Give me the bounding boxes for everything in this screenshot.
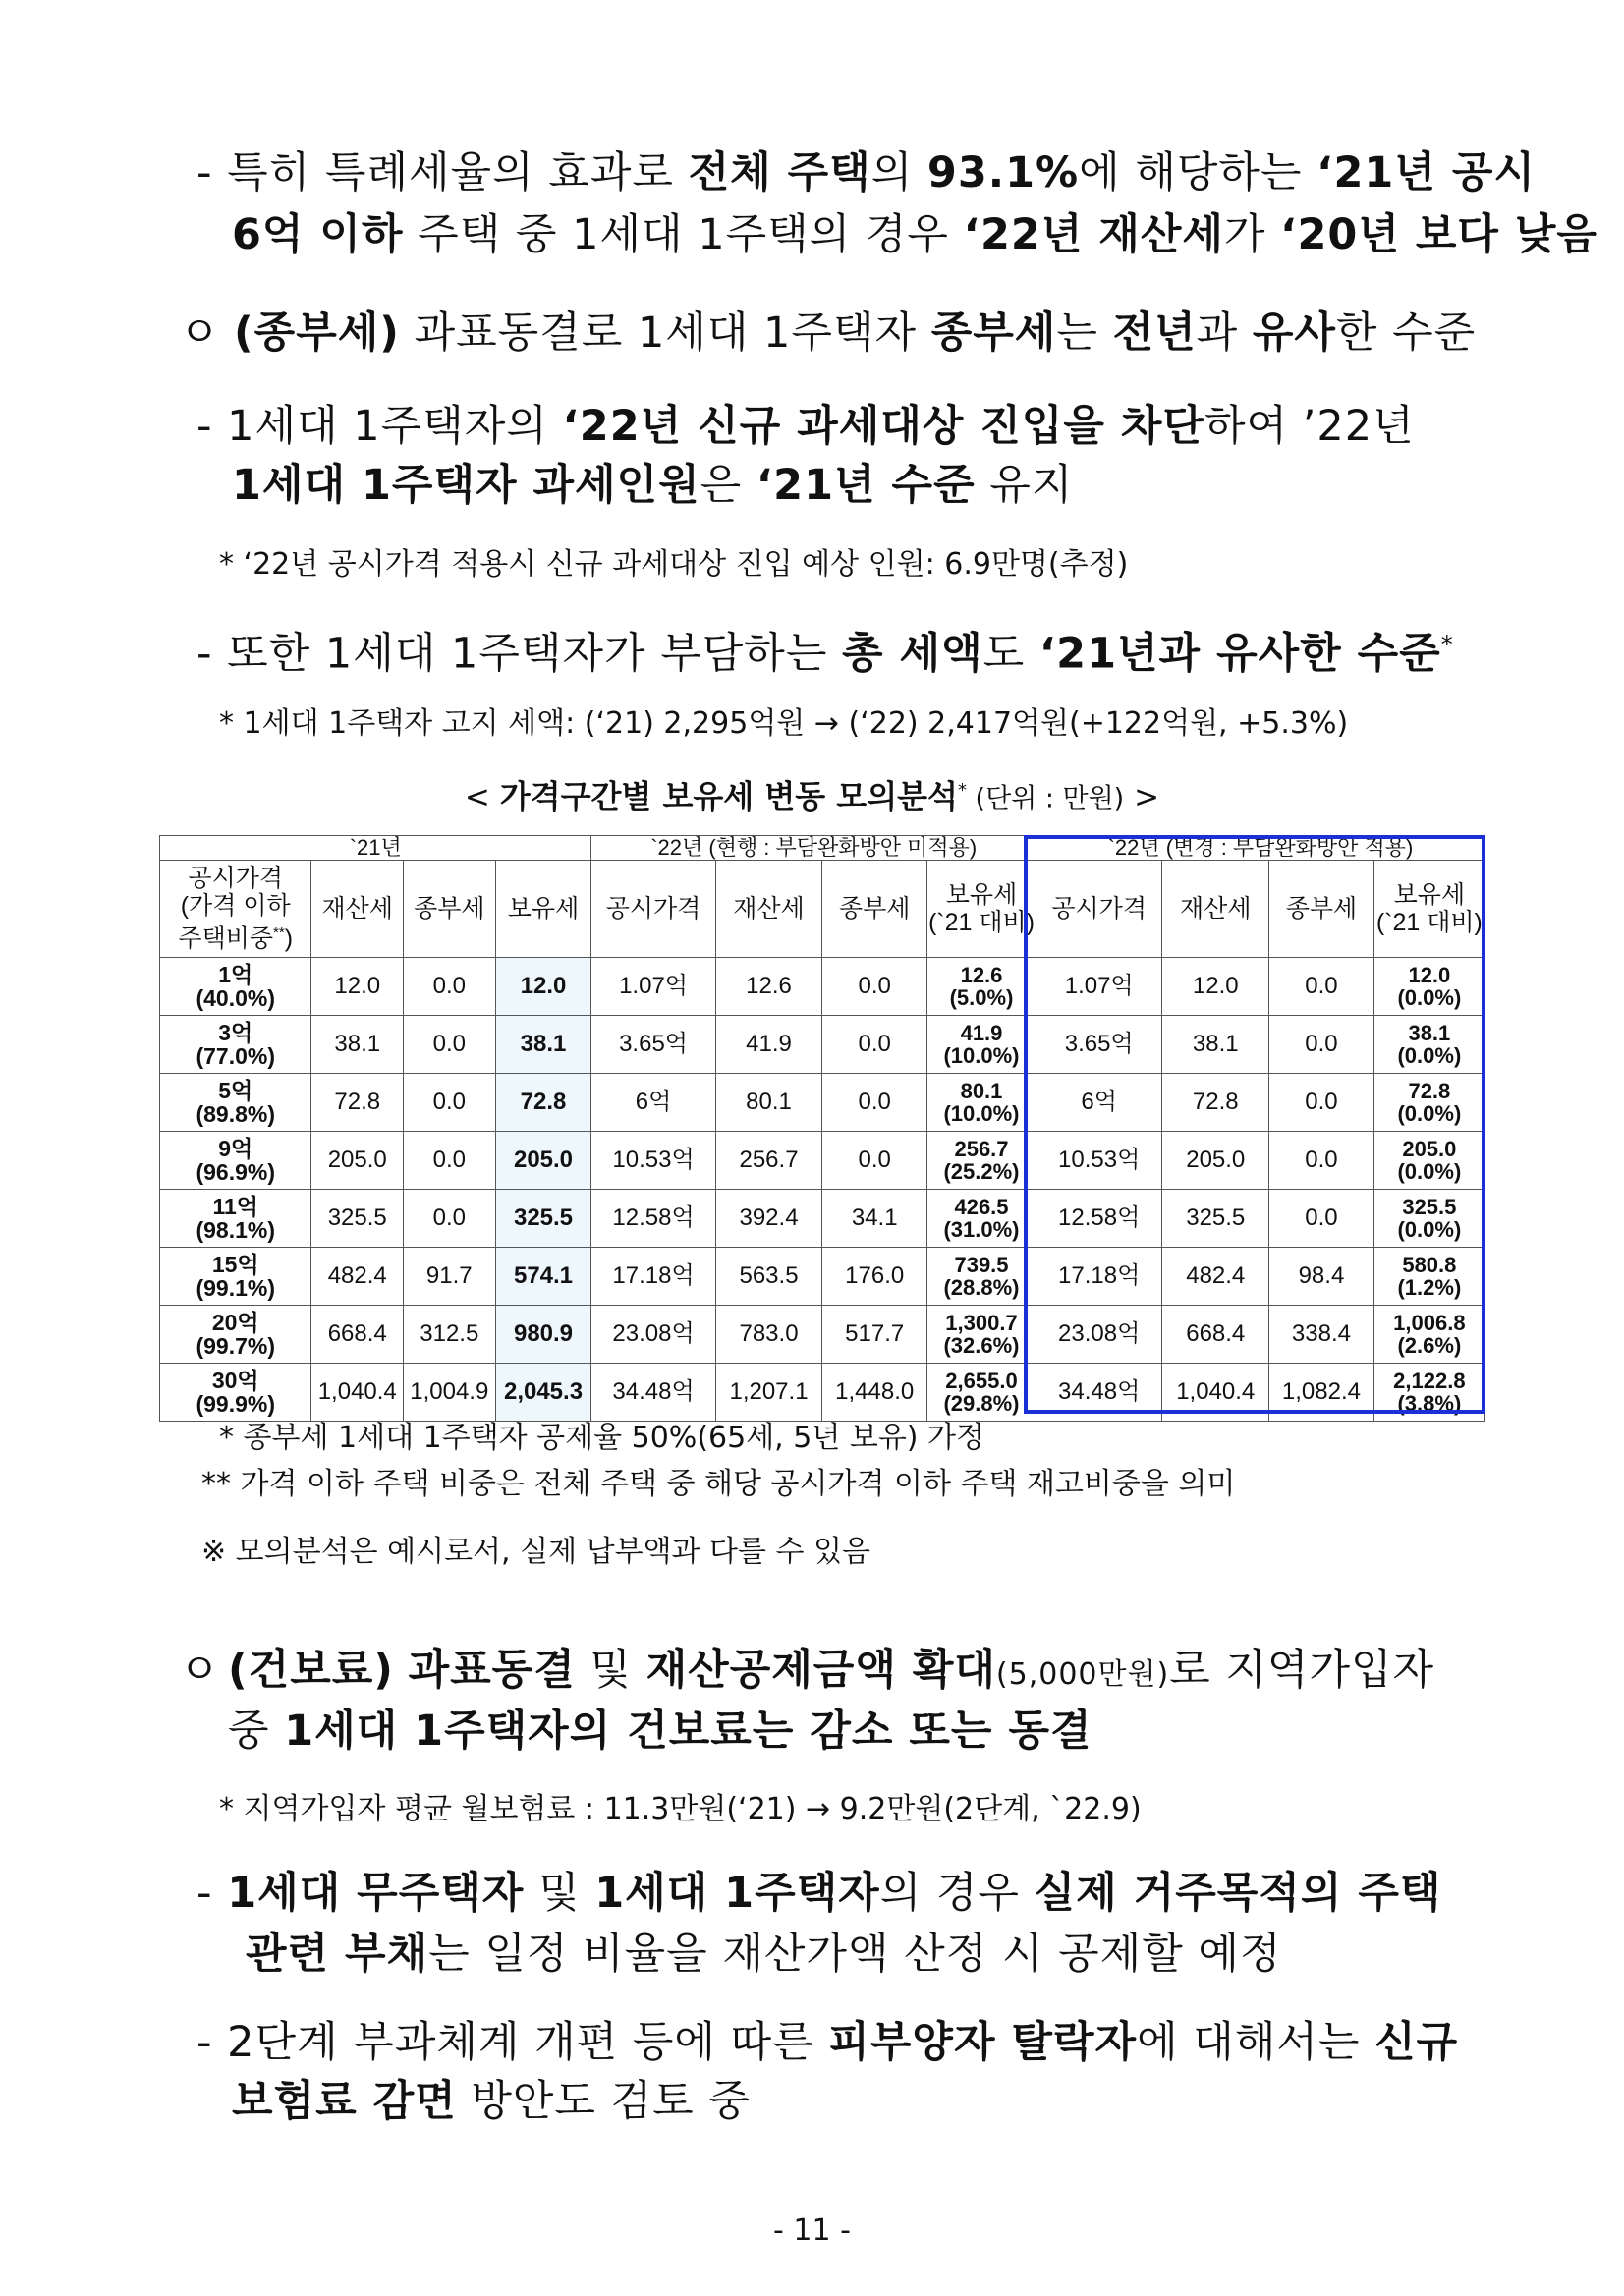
paragraph-debt-deduction-2 xyxy=(246,1924,1624,1985)
bold-text: (종부세) xyxy=(234,308,400,358)
cell-nc: 0.0 xyxy=(1269,1074,1374,1132)
text: 의 xyxy=(870,148,927,197)
cell-holding-tax xyxy=(927,1190,1036,1248)
share-percent: (99.9%) xyxy=(196,1391,275,1417)
holding-tax-value: 256.7 xyxy=(954,1137,1009,1161)
cell-holding-tax xyxy=(927,1016,1036,1074)
cell-holding-tax xyxy=(927,1364,1036,1422)
bold-text: 관련 부채 xyxy=(246,1930,429,1979)
holding-tax-value: 739.5 xyxy=(954,1253,1009,1277)
cell-pc: 34.1 xyxy=(822,1190,927,1248)
text: 과표동결로 1세대 1주택자 xyxy=(399,308,931,358)
text: 보유세 xyxy=(1393,881,1466,909)
holding-tax-value: 41.9 xyxy=(960,1021,1003,1045)
row-header-price xyxy=(160,1306,311,1364)
cell-pb: 41.9 xyxy=(715,1016,822,1074)
cell-holding-tax xyxy=(927,1074,1036,1132)
cell-pa: 23.08억 xyxy=(591,1306,715,1364)
bold-text: 보험료 감면 xyxy=(232,2077,457,2126)
bold-text: 과표동결 xyxy=(408,1646,576,1695)
cell-pa: 3.65억 xyxy=(591,1016,715,1074)
text: 도 xyxy=(982,629,1039,679)
cell-t21: 12.0 xyxy=(495,958,591,1016)
cell-pc: 0.0 xyxy=(822,1074,927,1132)
cell-holding-tax xyxy=(927,958,1036,1016)
text: 및 xyxy=(575,1646,646,1695)
price-level: 1억 xyxy=(218,962,253,987)
paragraph-special-rate-1 xyxy=(196,142,1624,203)
row-header-price xyxy=(160,958,311,1016)
page-number: - 11 - xyxy=(773,2213,851,2248)
col-header-comp-tax-new: 종부세 xyxy=(1269,861,1374,958)
text: - 또한 1세대 1주택자가 부담하는 xyxy=(196,629,843,679)
cell-pa: 10.53억 xyxy=(591,1132,715,1190)
bold-text: ‘21년 공시 xyxy=(1316,148,1536,197)
cell-nb: 482.4 xyxy=(1162,1248,1269,1306)
text: 하여 ’22년 xyxy=(1204,402,1415,451)
table-row xyxy=(160,1132,1485,1190)
col-header-property-tax-21: 재산세 xyxy=(311,861,404,958)
cell-holding-tax xyxy=(1373,1190,1484,1248)
cell-t21: 38.1 xyxy=(495,1016,591,1074)
share-percent: (99.7%) xyxy=(196,1333,275,1359)
row-header-price xyxy=(160,1190,311,1248)
change-percent: (31.0%) xyxy=(943,1217,1020,1242)
bold-text: ‘22년 재산세 xyxy=(963,210,1224,259)
cell-nb: 1,040.4 xyxy=(1162,1364,1269,1422)
col-header-holding-tax-cur xyxy=(927,861,1036,958)
holding-tax-value: 426.5 xyxy=(954,1195,1009,1219)
cell-t21: 325.5 xyxy=(495,1190,591,1248)
cell-na: 17.18억 xyxy=(1036,1248,1162,1306)
cell-na: 1.07억 xyxy=(1036,958,1162,1016)
cell-holding-tax xyxy=(927,1306,1036,1364)
col-header-property-tax-new: 재산세 xyxy=(1162,861,1269,958)
cell-t21: 980.9 xyxy=(495,1306,591,1364)
holding-tax-value: 325.5 xyxy=(1402,1195,1457,1219)
text: 공시가격 xyxy=(188,865,284,893)
bold-text: 1세대 1주택자 과세인원 xyxy=(232,461,700,510)
price-level: 30억 xyxy=(211,1368,259,1393)
bold-text: 전체 주택 xyxy=(688,148,871,197)
text: 과 xyxy=(1196,308,1253,358)
paragraph-comprehensive-tax xyxy=(179,303,1624,364)
footnote-new-taxpayers: * ‘22년 공시가격 적용시 신규 과세대상 진입 예상 인원: 6.9만명(추정) xyxy=(219,547,1129,582)
caption-unit: (단위 : 만원) xyxy=(966,783,1125,814)
table-row xyxy=(160,1074,1485,1132)
cell-pc: 517.7 xyxy=(822,1306,927,1364)
group-header-21: `21년 xyxy=(160,836,591,861)
price-level: 3억 xyxy=(218,1020,253,1045)
text: 의 경우 xyxy=(879,1869,1035,1918)
row-header-price xyxy=(160,1364,311,1422)
cell-pa: 34.48억 xyxy=(591,1364,715,1422)
table-row xyxy=(160,1364,1485,1422)
cell-pc: 0.0 xyxy=(822,1016,927,1074)
footnote-tax-amount: * 1세대 1주택자 고지 세액: (‘21) 2,295억원 → (‘22) 2,417억원(+122억원, +5.3%) xyxy=(219,706,1349,741)
holding-tax-value: 72.8 xyxy=(1408,1079,1451,1103)
cell-pb: 783.0 xyxy=(715,1306,822,1364)
text: - 특히 특례세율의 효과로 xyxy=(196,148,689,197)
text: 에 대해서는 xyxy=(1137,2018,1375,2067)
cell-nc: 98.4 xyxy=(1269,1248,1374,1306)
cell-nb: 38.1 xyxy=(1162,1016,1269,1074)
bold-text: ‘22년 신규 과세대상 진입을 차단 xyxy=(562,402,1204,451)
paragraph-special-rate-2 xyxy=(232,204,1624,265)
cell-na: 12.58억 xyxy=(1036,1190,1162,1248)
cell-nc: 1,082.4 xyxy=(1269,1364,1374,1422)
cell-pb: 1,207.1 xyxy=(715,1364,822,1422)
change-percent: (0.0%) xyxy=(1397,985,1462,1010)
cell-holding-tax xyxy=(1373,1016,1484,1074)
text: > xyxy=(1124,779,1160,815)
cell-pa: 1.07억 xyxy=(591,958,715,1016)
paragraph-new-taxpayers-2 xyxy=(232,455,1624,516)
bold-text: ‘21년과 유사한 수준 xyxy=(1038,629,1441,679)
cell-t21: 2,045.3 xyxy=(495,1364,591,1422)
cell-p21: 482.4 xyxy=(311,1248,404,1306)
cell-nc: 338.4 xyxy=(1269,1306,1374,1364)
bold-text: 재산공제금액 확대 xyxy=(645,1646,996,1695)
paragraph-new-taxpayers-1 xyxy=(196,396,1624,457)
group-header-22-new: `22년 (변경 : 부담완화방안 적용) xyxy=(1036,836,1485,861)
text: 방안도 검토 중 xyxy=(456,2077,751,2126)
cell-holding-tax xyxy=(1373,1306,1484,1364)
holding-tax-value: 12.0 xyxy=(1408,963,1451,987)
cell-nb: 72.8 xyxy=(1162,1074,1269,1132)
cell-pa: 12.58억 xyxy=(591,1190,715,1248)
paragraph-health-insurance-2 xyxy=(228,1701,1624,1762)
cell-p21: 72.8 xyxy=(311,1074,404,1132)
text: 가 xyxy=(1223,210,1281,259)
circle-bullet-icon: ㅇ xyxy=(179,1646,221,1695)
bold-text: 93.1% xyxy=(926,148,1080,197)
cell-t21: 574.1 xyxy=(495,1248,591,1306)
holding-tax-value: 80.1 xyxy=(960,1079,1003,1103)
holding-tax-value: 205.0 xyxy=(1402,1137,1457,1161)
cell-holding-tax xyxy=(927,1132,1036,1190)
holding-tax-value: 12.6 xyxy=(960,963,1003,987)
share-percent: (96.9%) xyxy=(196,1159,275,1185)
cell-holding-tax xyxy=(1373,1074,1484,1132)
text: < xyxy=(464,779,500,815)
change-percent: (10.0%) xyxy=(943,1101,1020,1126)
col-header-price-cur: 공시가격 xyxy=(591,861,715,958)
bold-text: 6억 이하 xyxy=(232,210,404,259)
cell-nc: 0.0 xyxy=(1269,1132,1374,1190)
text: (가격 이하 xyxy=(180,892,291,921)
cell-pc: 1,448.0 xyxy=(822,1364,927,1422)
cell-nb: 668.4 xyxy=(1162,1306,1269,1364)
cell-nb: 205.0 xyxy=(1162,1132,1269,1190)
bold-text: 유사 xyxy=(1252,308,1336,358)
change-percent: (29.8%) xyxy=(943,1391,1020,1416)
text: 유지 xyxy=(975,461,1074,510)
text: 주택비중 xyxy=(178,924,274,953)
cell-t21: 205.0 xyxy=(495,1132,591,1190)
holding-tax-value: 1,006.8 xyxy=(1393,1311,1466,1335)
table-row xyxy=(160,1248,1485,1306)
cell-na: 6억 xyxy=(1036,1074,1162,1132)
cell-nc: 0.0 xyxy=(1269,958,1374,1016)
change-percent: (0.0%) xyxy=(1397,1159,1462,1184)
text: (`21 대비) xyxy=(1375,909,1483,936)
price-level: 9억 xyxy=(218,1136,253,1161)
bold-text: 신규 xyxy=(1374,2018,1459,2067)
change-percent: (5.0%) xyxy=(949,985,1014,1010)
cell-holding-tax xyxy=(1373,1132,1484,1190)
change-percent: (1.2%) xyxy=(1397,1275,1462,1300)
paragraph-total-tax xyxy=(196,614,1624,684)
cell-c21: 0.0 xyxy=(404,958,496,1016)
text: - xyxy=(196,1869,228,1918)
text: 는 xyxy=(1056,308,1113,358)
circle-bullet-icon: ㅇ xyxy=(179,308,221,358)
cell-c21: 91.7 xyxy=(404,1248,496,1306)
share-percent: (89.8%) xyxy=(196,1101,275,1127)
cell-nc: 0.0 xyxy=(1269,1190,1374,1248)
row-header-price xyxy=(160,1248,311,1306)
price-level: 20억 xyxy=(211,1310,259,1335)
cell-p21: 12.0 xyxy=(311,958,404,1016)
text: 는 일정 비율을 재산가액 산정 시 공제할 예정 xyxy=(428,1930,1282,1979)
paragraph-dependents-1 xyxy=(196,2012,1624,2073)
change-percent: (0.0%) xyxy=(1397,1217,1462,1242)
text: 은 xyxy=(700,461,756,510)
text xyxy=(394,1646,409,1695)
text: 주택 중 1세대 1주택의 경우 xyxy=(403,210,964,259)
share-percent: (98.1%) xyxy=(196,1217,275,1243)
group-header-22-current: `22년 (현행 : 부담완화방안 미적용) xyxy=(591,836,1036,861)
col-header-price-new: 공시가격 xyxy=(1036,861,1162,958)
cell-holding-tax xyxy=(1373,1364,1484,1422)
cell-nb: 12.0 xyxy=(1162,958,1269,1016)
col-header-price-share xyxy=(160,861,311,958)
row-header-price xyxy=(160,1016,311,1074)
cell-c21: 0.0 xyxy=(404,1016,496,1074)
cell-p21: 1,040.4 xyxy=(311,1364,404,1422)
paragraph-health-insurance-1 xyxy=(179,1640,1624,1706)
cell-pc: 0.0 xyxy=(822,958,927,1016)
change-percent: (0.0%) xyxy=(1397,1101,1462,1126)
change-percent: (25.2%) xyxy=(943,1159,1020,1184)
cell-c21: 0.0 xyxy=(404,1074,496,1132)
text: (`21 대비) xyxy=(927,909,1036,936)
paragraph-debt-deduction-1 xyxy=(196,1863,1624,1924)
bold-text: 피부양자 탈락자 xyxy=(828,2018,1138,2067)
asterisk: * xyxy=(957,780,967,801)
cell-pb: 392.4 xyxy=(715,1190,822,1248)
price-level: 5억 xyxy=(218,1078,253,1103)
table-row xyxy=(160,1190,1485,1248)
note-simulation-disclaimer: ※ 모의분석은 예시로서, 실제 납부액과 다를 수 있음 xyxy=(201,1535,871,1569)
caption-title: 가격구간별 보유세 변동 모의분석 xyxy=(499,777,958,815)
asterisk: * xyxy=(1440,631,1454,658)
text: 로 지역가입자 xyxy=(1169,1646,1435,1695)
change-percent: (0.0%) xyxy=(1397,1043,1462,1068)
cell-pb: 256.7 xyxy=(715,1132,822,1190)
bold-text: 종부세 xyxy=(930,308,1057,358)
cell-nb: 325.5 xyxy=(1162,1190,1269,1248)
text: 한 수준 xyxy=(1335,308,1477,358)
cell-holding-tax xyxy=(927,1248,1036,1306)
bold-text: 실제 거주목적의 주택 xyxy=(1034,1869,1442,1918)
row-header-price xyxy=(160,1074,311,1132)
bold-text: 1세대 무주택자 xyxy=(227,1869,525,1918)
change-percent: (32.6%) xyxy=(943,1333,1020,1358)
bold-text: 1세대 1주택자의 건보료는 감소 또는 동결 xyxy=(284,1707,1092,1756)
bold-text: 전년 xyxy=(1112,308,1197,358)
col-header-holding-tax-new xyxy=(1373,861,1484,958)
cell-pb: 12.6 xyxy=(715,958,822,1016)
table-caption xyxy=(0,769,1624,820)
price-level: 15억 xyxy=(211,1252,259,1277)
holding-tax-value: 2,655.0 xyxy=(945,1369,1018,1393)
price-level: 11억 xyxy=(212,1194,258,1219)
text: ) xyxy=(284,924,294,953)
change-percent: (10.0%) xyxy=(943,1043,1020,1068)
cell-p21: 205.0 xyxy=(311,1132,404,1190)
col-header-comp-tax-cur: 종부세 xyxy=(822,861,927,958)
text: (5,000만원) xyxy=(995,1657,1170,1692)
tax-simulation-table xyxy=(159,835,1485,1422)
footnote-premium: * 지역가입자 평균 월보험료 : 11.3만원(‘21) → 9.2만원(2단계, `22.9) xyxy=(219,1792,1142,1826)
holding-tax-value: 580.8 xyxy=(1402,1253,1457,1277)
cell-c21: 0.0 xyxy=(404,1132,496,1190)
text: - 2단계 부과체계 개편 등에 따른 xyxy=(196,2018,829,2067)
footnote-share-meaning: ** 가격 이하 주택 비중은 전체 주택 중 해당 공시가격 이하 주택 재고비중을 의미 xyxy=(201,1467,1236,1501)
cell-c21: 0.0 xyxy=(404,1190,496,1248)
cell-c21: 1,004.9 xyxy=(404,1364,496,1422)
paragraph-dependents-2 xyxy=(232,2071,1624,2132)
text: 에 해당하는 xyxy=(1079,148,1317,197)
share-percent: (99.1%) xyxy=(196,1275,275,1301)
text: - 1세대 1주택자의 xyxy=(196,402,563,451)
change-percent: (28.8%) xyxy=(943,1275,1020,1300)
col-header-holding-tax-21: 보유세 xyxy=(495,861,591,958)
cell-pb: 563.5 xyxy=(715,1248,822,1306)
row-header-price xyxy=(160,1132,311,1190)
table-row xyxy=(160,958,1485,1016)
cell-na: 3.65억 xyxy=(1036,1016,1162,1074)
cell-p21: 325.5 xyxy=(311,1190,404,1248)
cell-holding-tax xyxy=(1373,958,1484,1016)
holding-tax-value: 1,300.7 xyxy=(945,1311,1018,1335)
table-row xyxy=(160,1306,1485,1364)
asterisk: ** xyxy=(273,924,285,942)
cell-t21: 72.8 xyxy=(495,1074,591,1132)
cell-na: 10.53억 xyxy=(1036,1132,1162,1190)
text: 및 xyxy=(524,1869,595,1918)
footnote-deduction: * 종부세 1세대 1주택자 공제율 50%(65세, 5년 보유) 가정 xyxy=(219,1421,985,1455)
col-header-comp-tax-21: 종부세 xyxy=(404,861,496,958)
cell-p21: 38.1 xyxy=(311,1016,404,1074)
bold-text: ‘21년 수준 xyxy=(756,461,976,510)
text: 중 xyxy=(228,1707,285,1756)
share-percent: (77.0%) xyxy=(196,1043,275,1069)
bold-text: 1세대 1주택자 xyxy=(594,1869,880,1918)
change-percent: (2.6%) xyxy=(1397,1333,1462,1358)
col-header-property-tax-cur: 재산세 xyxy=(715,861,822,958)
cell-pc: 176.0 xyxy=(822,1248,927,1306)
cell-pa: 17.18억 xyxy=(591,1248,715,1306)
cell-pa: 6억 xyxy=(591,1074,715,1132)
bold-text: 총 세액 xyxy=(842,629,983,679)
text: 보유세 xyxy=(945,881,1018,909)
cell-na: 34.48억 xyxy=(1036,1364,1162,1422)
bold-text: (건보료) xyxy=(228,1646,394,1695)
change-percent: (3.8%) xyxy=(1397,1391,1462,1416)
holding-tax-value: 38.1 xyxy=(1408,1021,1451,1045)
cell-holding-tax xyxy=(1373,1248,1484,1306)
table-row xyxy=(160,1016,1485,1074)
cell-na: 23.08억 xyxy=(1036,1306,1162,1364)
cell-p21: 668.4 xyxy=(311,1306,404,1364)
cell-pb: 80.1 xyxy=(715,1074,822,1132)
cell-pc: 0.0 xyxy=(822,1132,927,1190)
bold-text: ‘20년 보다 낮음 xyxy=(1280,210,1598,259)
holding-tax-value: 2,122.8 xyxy=(1393,1369,1466,1393)
share-percent: (40.0%) xyxy=(196,985,275,1011)
cell-nc: 0.0 xyxy=(1269,1016,1374,1074)
cell-c21: 312.5 xyxy=(404,1306,496,1364)
